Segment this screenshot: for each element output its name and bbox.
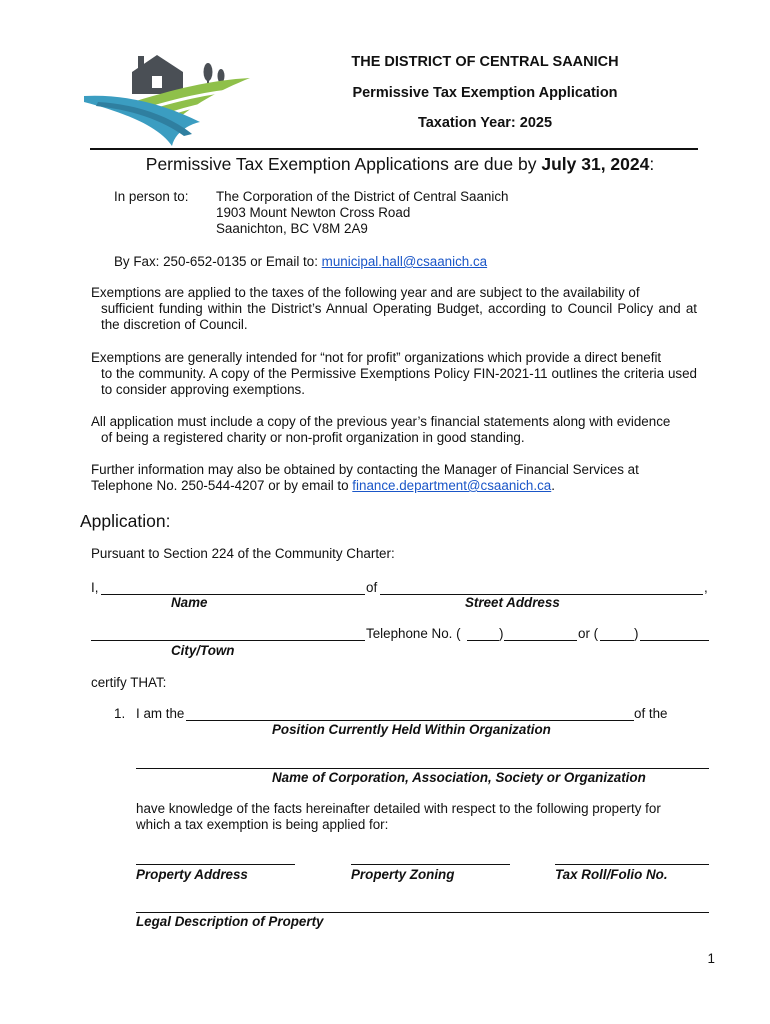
street-address-label: Street Address	[465, 595, 560, 610]
district-logo	[80, 50, 250, 150]
address-line: Saanichton, BC V8M 2A9	[216, 221, 368, 236]
organization-title: THE DISTRICT OF CENTRAL SAANICH	[351, 54, 619, 70]
position-label: Position Currently Held Within Organization	[272, 722, 551, 737]
address-line: The Corporation of the District of Central Saanich	[216, 189, 509, 204]
paragraph-financial-statements: All application must include a copy of the previous year’s financial statements along with evidence of being a registered charity or non-profit organization in good standing.	[91, 414, 671, 445]
telephone-area-code-field[interactable]	[467, 640, 499, 641]
city-town-field[interactable]	[91, 640, 365, 641]
of-the-text: of the	[634, 706, 668, 721]
property-zoning-label: Property Zoning	[351, 867, 455, 882]
name-field[interactable]	[101, 594, 365, 595]
telephone-label: Telephone No. (	[366, 626, 461, 641]
corporation-name-label: Name of Corporation, Association, Society or Organization	[272, 770, 646, 785]
i-prefix: I,	[91, 580, 99, 595]
tax-roll-label: Tax Roll/Folio No.	[555, 867, 668, 882]
property-address-label: Property Address	[136, 867, 248, 882]
application-heading: Application:	[80, 511, 171, 531]
in-person-label: In person to:	[114, 189, 189, 204]
certify-text: certify THAT:	[91, 675, 167, 690]
municipal-email-link[interactable]: municipal.hall@csaanich.ca	[321, 254, 488, 269]
telephone-number-field[interactable]	[504, 640, 577, 641]
city-town-label: City/Town	[171, 643, 235, 658]
due-date-notice: Permissive Tax Exemption Applications are due by July 31, 2024:	[145, 154, 655, 174]
alt-area-code-field[interactable]	[600, 640, 634, 641]
paragraph-exemptions-applied: Exemptions are applied to the taxes of the following year and are subject to the availability of sufficient funding within the District’s Annual Operating Budget, according to Council Policy and at the discretion of Council.	[91, 285, 697, 332]
legal-description-label: Legal Description of Property	[136, 914, 324, 929]
item-number: 1.	[114, 706, 126, 721]
mailing-address	[216, 189, 509, 237]
corporation-name-field[interactable]	[136, 768, 709, 769]
paragraph-further-information: Further information may also be obtained by contacting the Manager of Financial Services at Telephone No. 250-544-4207 or by email to finance.department@csaanich.ca.	[91, 462, 639, 493]
of-word: of	[366, 580, 378, 595]
taxation-year: Taxation Year: 2025	[417, 115, 553, 131]
or-label: or (	[578, 626, 599, 641]
position-field[interactable]	[186, 720, 634, 721]
logo-house-window	[152, 76, 162, 88]
i-am-the-text: I am the	[136, 706, 185, 721]
header-divider	[90, 148, 698, 150]
alt-telephone-field[interactable]	[640, 640, 709, 641]
logo-house	[132, 55, 183, 94]
knowledge-text: have knowledge of the facts hereinafter detailed with respect to the following property for which a tax exemption is being applied for:	[136, 801, 661, 832]
legal-description-field[interactable]	[136, 912, 709, 913]
form-title: Permissive Tax Exemption Application	[352, 85, 618, 101]
property-zoning-field[interactable]	[351, 864, 510, 865]
pursuant-text: Pursuant to Section 224 of the Community Charter:	[91, 546, 395, 561]
property-address-field[interactable]	[136, 864, 295, 865]
paragraph-exemptions-intended: Exemptions are generally intended for “not for profit” organizations which provide a direct benefit to the community. A copy of the Permissive Exemptions Policy FIN-2021-11 outlines the criteria used to consider approving exemptions.	[91, 350, 697, 397]
fax-email-line: By Fax: 250-652-0135 or Email to: municipal.hall@csaanich.ca	[114, 254, 488, 269]
comma: ,	[704, 580, 708, 595]
due-date: July 31, 2024	[541, 154, 650, 174]
paren-close-2: )	[634, 626, 639, 641]
address-line: 1903 Mount Newton Cross Road	[216, 205, 411, 220]
name-label: Name	[171, 595, 208, 610]
finance-email-link[interactable]: finance.department@csaanich.ca	[352, 478, 552, 493]
page-number: 1	[707, 951, 715, 966]
tax-roll-field[interactable]	[555, 864, 709, 865]
paren-close: )	[499, 626, 504, 641]
